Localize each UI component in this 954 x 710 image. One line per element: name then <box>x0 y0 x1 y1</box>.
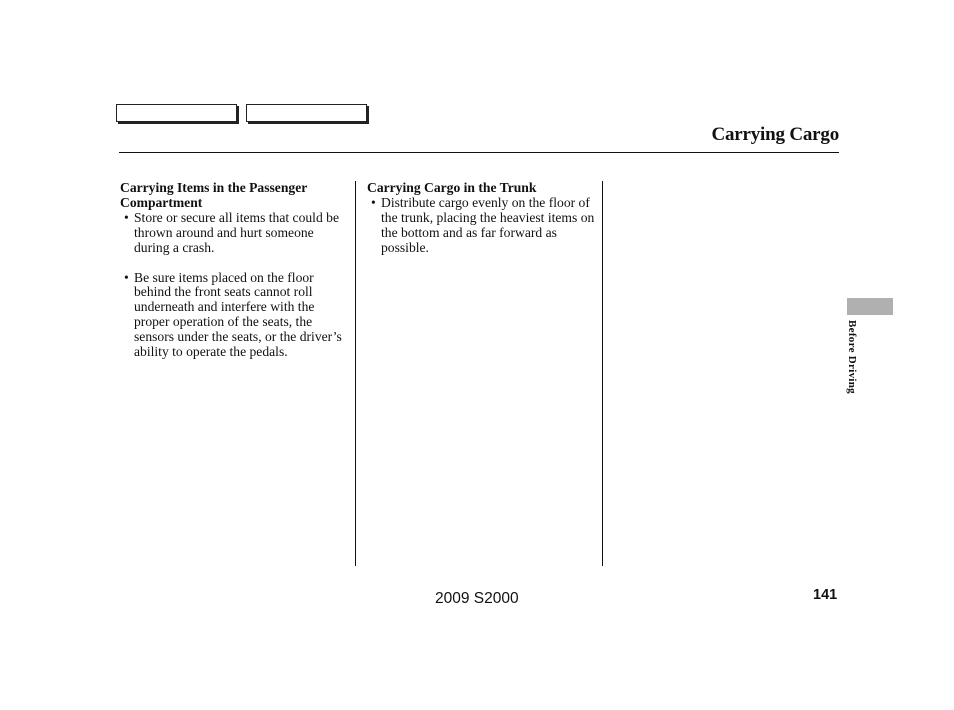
title-divider <box>119 152 839 153</box>
section-tab-label: Before Driving <box>846 320 858 394</box>
column-divider <box>602 181 603 566</box>
footer-model-name: 2009 S2000 <box>435 590 519 607</box>
bullet-glyph: • <box>124 209 129 225</box>
table-of-contents-nav-button[interactable] <box>246 104 367 122</box>
bullet-item <box>367 196 595 256</box>
section-heading: Carrying Cargo in the Trunk <box>367 180 537 195</box>
section-heading: Carrying Items in the Passenger Compartment <box>120 180 308 210</box>
main-menu-nav-button[interactable] <box>116 104 237 122</box>
bullet-glyph: • <box>371 194 376 210</box>
column-trunk <box>367 181 595 256</box>
bullet-item <box>120 211 350 256</box>
column-passenger-compartment <box>120 181 350 360</box>
column-divider <box>355 181 356 566</box>
bullet-text: Store or secure all items that could be thrown around and hurt someone during a crash. <box>134 209 339 255</box>
bullet-text: Distribute cargo evenly on the floor of the trunk, placing the heaviest items on the bottom and as far forward as possible. <box>381 194 595 255</box>
page-number: 141 <box>813 587 838 603</box>
bullet-item <box>120 271 350 360</box>
section-tab-marker <box>847 298 893 315</box>
bullet-text: Be sure items placed on the floor behind the front seats cannot roll underneath and interfere with the proper operation of the seats, the sensors under the seats, or the driver’s ability to operate the pedals. <box>134 269 342 360</box>
bullet-glyph: • <box>124 269 129 285</box>
page-title: Carrying Cargo <box>711 124 839 145</box>
